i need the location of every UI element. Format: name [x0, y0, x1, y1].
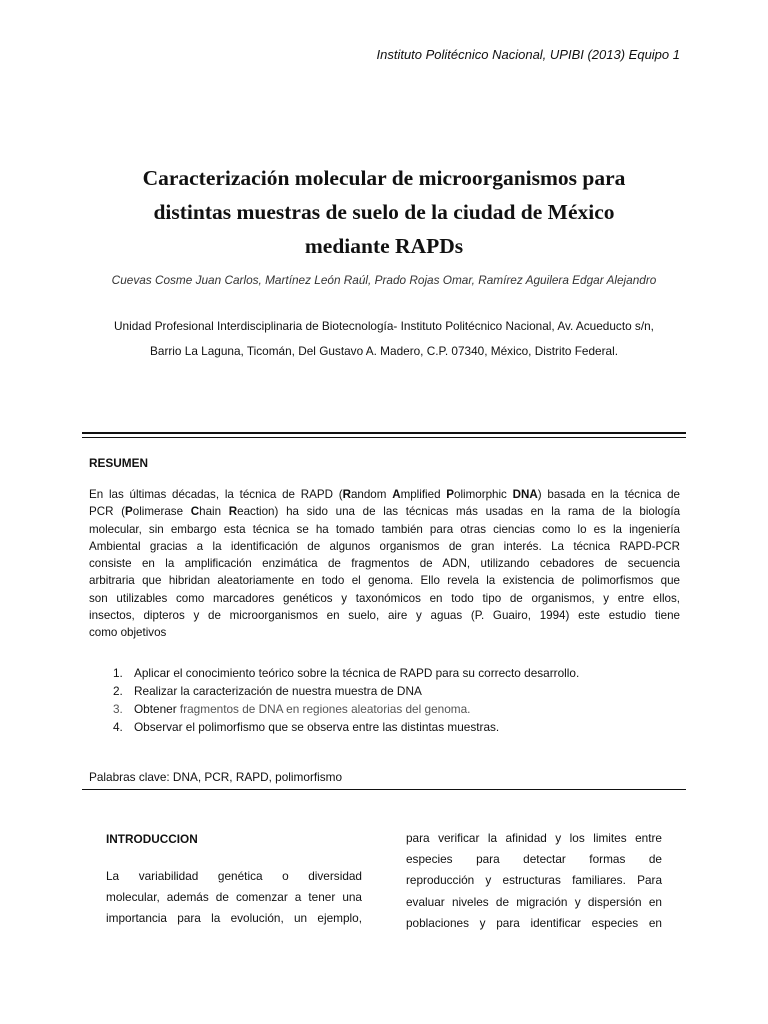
objective-number: 1.: [113, 666, 123, 680]
intro-right-column: [406, 828, 662, 934]
intro-left-column: [106, 866, 362, 930]
intro-line: La variabilidad genética o diversidad: [106, 869, 362, 883]
intro-line: importancia para la evolución, un ejemplo,: [106, 911, 362, 926]
intro-line: poblaciones y para identificar especies en: [406, 915, 662, 930]
section-divider: [82, 789, 686, 790]
objective-item: [113, 682, 673, 700]
objective-number: 3.: [113, 702, 123, 716]
intro-line: evaluar niveles de migración y dispersión en: [406, 894, 662, 909]
objective-item: [113, 718, 673, 736]
abstract-line: consiste en la amplificación enzimática de fragmentos de ADN, utilizando cebadores de secuencia: [89, 557, 680, 571]
intro-heading: INTRODUCCION: [106, 832, 198, 846]
running-head: Instituto Politécnico Nacional, UPIBI (2013) Equipo 1: [376, 47, 680, 62]
affiliation: [80, 314, 688, 364]
objective-number: 4.: [113, 720, 123, 734]
title-line: mediante RAPDs: [304, 234, 464, 258]
objective-text: Aplicar el conocimiento teórico sobre la técnica de RAPD para su correcto desarrollo.: [134, 666, 580, 680]
abstract-line: molecular, sin embargo esta técnica se ha tomado también para otras ciencias como lo es la ingeniería: [89, 522, 680, 536]
objective-item: [113, 700, 673, 718]
affiliation-line: Unidad Profesional Interdisciplinaria de Biotecnología- Instituto Politécnico Nacional, Av. Acueducto s/n,: [114, 319, 654, 333]
objective-text: Observar el polimorfismo que se observa entre las distintas muestras.: [134, 720, 500, 734]
abstract-line: como objetivos: [89, 626, 167, 640]
affiliation-line: Barrio La Laguna, Ticomán, Del Gustavo A. Madero, C.P. 07340, México, Distrito Federal.: [150, 344, 618, 358]
intro-line: reproducción y estructuras familiares. Para: [406, 873, 662, 888]
objective-item: [113, 664, 673, 682]
keywords: Palabras clave: DNA, PCR, RAPD, polimorfismo: [89, 770, 343, 784]
abstract-line: son utilizables como marcadores genéticos y taxonómicos en todo tipo de organismos, y entre ellos,: [89, 591, 680, 605]
abstract-line: PCR (Polimerase Chain Reaction) ha sido una de las técnicas más usadas en la rama de la biología: [89, 505, 681, 519]
author-list: Cuevas Cosme Juan Carlos, Martínez León Raúl, Prado Rojas Omar, Ramírez Aguilera Edgar Alejandro: [111, 273, 657, 287]
abstract-line: En las últimas décadas, la técnica de RAPD (Random Amplified Polimorphic DNA) basada en la técnica de: [89, 488, 681, 501]
title-line: distintas muestras de suelo de la ciudad de México: [153, 200, 615, 224]
objective-text: fragmentos de DNA en regiones aleatorias del genoma.: [176, 702, 471, 716]
intro-line: para verificar la afinidad y los limites entre: [406, 831, 662, 845]
paper-title: [84, 161, 684, 263]
objective-text: Realizar la caracterización de nuestra muestra de DNA: [134, 684, 422, 698]
objective-lead: Obtener: [134, 702, 177, 716]
intro-line: especies para detectar formas de: [406, 852, 662, 867]
intro-line: molecular, además de comenzar a tener una: [106, 890, 362, 905]
abstract-line: insectos, dipteros y de microorganismos en suelo, aire y aguas (P. Guairo, 1994) este estudio tiene: [89, 609, 680, 623]
abstract-line: Ambiental gracias a la identificación de algunos organismos de gran interés. La técnica RAPD-PCR: [89, 539, 680, 553]
abstract-heading: RESUMEN: [89, 456, 148, 470]
abstract-body: [89, 486, 680, 642]
section-divider: [82, 432, 686, 438]
objective-number: 2.: [113, 684, 123, 698]
title-line: Caracterización molecular de microorganismos para: [142, 166, 626, 190]
abstract-line: arbitraria que hibridan aleatoriamente en todo el genoma. Ello revela la existencia de polimorfismos que: [89, 574, 680, 588]
objectives-list: [113, 664, 673, 736]
